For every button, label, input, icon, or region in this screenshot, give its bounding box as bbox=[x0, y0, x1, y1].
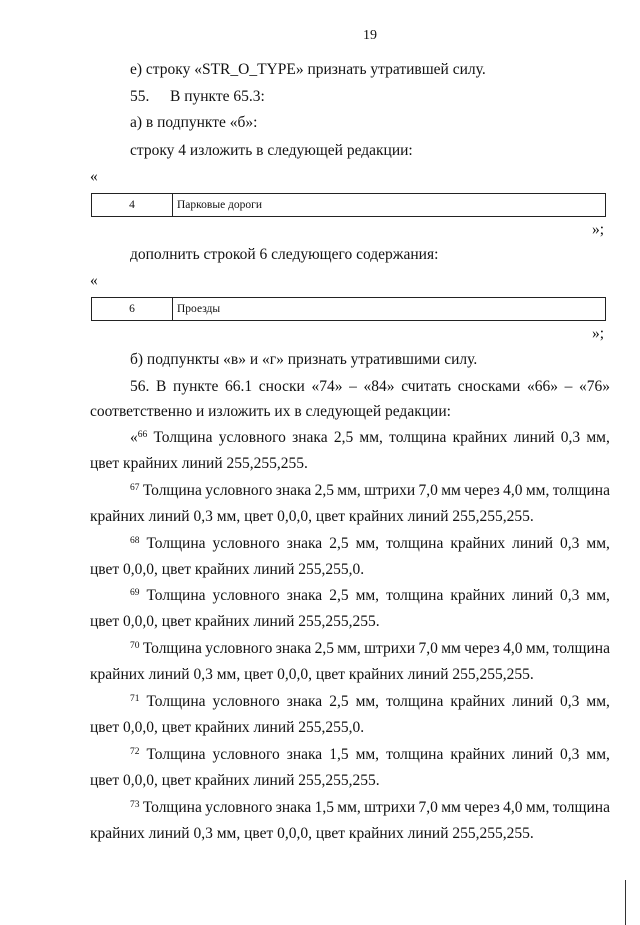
word: В bbox=[156, 378, 167, 395]
word: крайних bbox=[450, 693, 506, 710]
footnote-68-line1 bbox=[130, 535, 610, 553]
word: 7,0 bbox=[418, 799, 438, 816]
add-row-intro: дополнить строкой 6 следующего содержания: bbox=[130, 246, 439, 263]
word: Толщина bbox=[146, 535, 206, 552]
word: толщина bbox=[386, 746, 444, 763]
word: мм, bbox=[355, 535, 380, 552]
word: толщина bbox=[386, 587, 444, 604]
word: 66.1 bbox=[225, 378, 253, 395]
word: знака bbox=[275, 799, 312, 816]
word: Толщина bbox=[146, 746, 206, 763]
word: мм, bbox=[525, 640, 550, 657]
footnote-66-line2: цвет крайних линий 255,255,255. bbox=[90, 455, 308, 472]
word: 1,5 bbox=[329, 746, 349, 763]
word: знака bbox=[286, 535, 323, 552]
word: знака bbox=[286, 746, 323, 763]
subitem-a: а) в подпункте «б»: bbox=[130, 114, 258, 131]
table-cell-number: 4 bbox=[92, 194, 173, 216]
word: мм, bbox=[586, 746, 610, 763]
table-row-4 bbox=[91, 193, 606, 217]
word: 0,3 bbox=[560, 587, 580, 604]
footnote-marker bbox=[130, 429, 147, 447]
word: знака bbox=[292, 429, 328, 446]
word: толщина bbox=[552, 482, 610, 499]
footnote-marker bbox=[130, 482, 140, 500]
word: мм, bbox=[355, 587, 380, 604]
table-row-6 bbox=[91, 297, 606, 321]
word: – bbox=[564, 378, 573, 395]
word: через bbox=[464, 482, 500, 499]
word: 7,0 bbox=[418, 482, 438, 499]
footnote-72-line1 bbox=[130, 746, 610, 764]
word: толщина bbox=[386, 535, 444, 552]
footnote-67-line1 bbox=[130, 482, 610, 500]
footnote-70-line1 bbox=[130, 640, 610, 658]
word: 2,5 bbox=[329, 535, 349, 552]
word: знака bbox=[286, 693, 323, 710]
word: знака bbox=[275, 482, 312, 499]
word: Толщина bbox=[142, 482, 202, 499]
footnote-71-line1 bbox=[130, 693, 610, 711]
word: 1,5 bbox=[314, 799, 334, 816]
word: мм, bbox=[525, 482, 550, 499]
word: условного bbox=[218, 429, 286, 446]
footnote-marker bbox=[130, 799, 140, 817]
footnote-number: 69 bbox=[130, 588, 140, 598]
open-quote-2: « bbox=[90, 272, 98, 289]
word: «66» bbox=[526, 378, 558, 395]
word: знака bbox=[286, 587, 323, 604]
word: мм, bbox=[525, 799, 550, 816]
footnote-73-line1 bbox=[130, 799, 610, 817]
word: 2,5 bbox=[329, 693, 349, 710]
footnote-66-line1 bbox=[130, 429, 610, 447]
item-55-text: В пункте 65.3: bbox=[170, 88, 265, 105]
word: крайних bbox=[450, 587, 506, 604]
word: мм bbox=[441, 482, 461, 499]
word: сносками bbox=[457, 378, 521, 395]
word: мм, bbox=[359, 429, 383, 446]
word: «76» bbox=[579, 378, 610, 395]
word: 0,3 bbox=[560, 746, 580, 763]
word: Толщина bbox=[146, 693, 206, 710]
footnote-number: 71 bbox=[130, 694, 140, 704]
footnote-73-line2: крайних линий 0,3 мм, цвет 0,0,0, цвет крайних линий 255,255,255. bbox=[90, 825, 534, 842]
word: мм bbox=[441, 799, 461, 816]
footnote-number: 73 bbox=[130, 800, 140, 810]
word: условного bbox=[205, 799, 273, 816]
word: 4,0 bbox=[503, 799, 523, 816]
word: через bbox=[464, 640, 500, 657]
word: крайних bbox=[450, 535, 506, 552]
word: Толщина bbox=[153, 429, 213, 446]
open-quote: « bbox=[130, 429, 138, 446]
page-edge-line bbox=[625, 880, 626, 925]
word: мм, bbox=[337, 482, 361, 499]
line4-intro: строку 4 изложить в следующей редакции: bbox=[130, 142, 413, 159]
word: толщина bbox=[389, 429, 447, 446]
word: 56. bbox=[130, 378, 150, 395]
word: линий bbox=[512, 535, 554, 552]
word: мм, bbox=[586, 693, 610, 710]
word: 2,5 bbox=[333, 429, 354, 446]
word: Толщина bbox=[146, 587, 206, 604]
subitem-b: б) подпункты «в» и «г» признать утратившими силу. bbox=[130, 351, 478, 368]
word: мм, bbox=[337, 799, 361, 816]
footnote-69-line1 bbox=[130, 587, 610, 605]
word: 2,5 bbox=[329, 587, 349, 604]
word: через bbox=[464, 799, 500, 816]
table-cell-number: 6 bbox=[92, 298, 173, 320]
word: мм, bbox=[586, 535, 610, 552]
word: условного bbox=[212, 746, 280, 763]
footnote-69-line2: цвет 0,0,0, цвет крайних линий 255,255,255. bbox=[90, 613, 380, 630]
footnote-70-line2: крайних линий 0,3 мм, цвет 0,0,0, цвет крайних линий 255,255,255. bbox=[90, 666, 534, 683]
footnote-72-line2: цвет 0,0,0, цвет крайних линий 255,255,255. bbox=[90, 772, 380, 789]
word: мм, bbox=[586, 587, 610, 604]
word: штрихи bbox=[364, 799, 416, 816]
word: штрихи bbox=[364, 482, 416, 499]
footnote-marker bbox=[130, 693, 140, 711]
word: 0,3 bbox=[560, 535, 580, 552]
word: пункте bbox=[173, 378, 219, 395]
table-cell-name: Парковые дороги bbox=[177, 199, 263, 211]
word: толщина bbox=[386, 693, 444, 710]
page-number: 19 bbox=[363, 28, 377, 43]
table-cell-name: Проезды bbox=[177, 303, 221, 315]
word: толщина bbox=[552, 799, 610, 816]
word: 0,3 bbox=[560, 429, 581, 446]
word: линий bbox=[512, 746, 554, 763]
footnote-marker bbox=[130, 535, 140, 553]
footnote-67-line2: крайних линий 0,3 мм, цвет 0,0,0, цвет крайних линий 255,255,255. bbox=[90, 508, 534, 525]
footnote-number: 68 bbox=[130, 536, 140, 546]
word: «84» bbox=[363, 378, 395, 395]
footnote-71-line2: цвет 0,0,0, цвет крайних линий 255,255,0. bbox=[90, 719, 365, 736]
footnote-number: 67 bbox=[130, 483, 140, 493]
word: мм, bbox=[337, 640, 361, 657]
footnote-number: 72 bbox=[130, 747, 140, 757]
footnote-number: 66 bbox=[137, 430, 148, 440]
word: линий bbox=[512, 693, 554, 710]
footnote-number: 70 bbox=[130, 641, 140, 651]
close-quote-2: »; bbox=[592, 325, 605, 342]
word: 4,0 bbox=[503, 640, 523, 657]
word: считать bbox=[401, 378, 452, 395]
word: штрихи bbox=[364, 640, 416, 657]
footnote-68-line2: цвет 0,0,0, цвет крайних линий 255,255,0. bbox=[90, 561, 365, 578]
word: знака bbox=[275, 640, 312, 657]
word: условного bbox=[212, 693, 280, 710]
footnote-marker bbox=[130, 587, 140, 605]
word: мм, bbox=[586, 429, 610, 446]
close-quote-1: »; bbox=[592, 221, 605, 238]
word: толщина bbox=[552, 640, 610, 657]
word: 2,5 bbox=[314, 482, 334, 499]
word: крайних bbox=[450, 746, 506, 763]
word: мм, bbox=[355, 693, 380, 710]
word: Толщина bbox=[142, 640, 202, 657]
word: – bbox=[349, 378, 357, 395]
word: 7,0 bbox=[418, 640, 438, 657]
word: мм bbox=[441, 640, 461, 657]
word: крайних bbox=[452, 429, 508, 446]
word: 4,0 bbox=[503, 482, 523, 499]
word: 2,5 bbox=[314, 640, 334, 657]
footnote-marker bbox=[130, 746, 140, 764]
word: условного bbox=[212, 587, 280, 604]
footnote-marker bbox=[130, 640, 140, 658]
open-quote-1: « bbox=[90, 168, 98, 185]
paragraph-e: е) строку «STR_O_TYPE» признать утратившей силу. bbox=[130, 61, 486, 78]
word: мм, bbox=[355, 746, 380, 763]
item-55-number: 55. bbox=[130, 88, 150, 105]
word: «74» bbox=[311, 378, 343, 395]
word: условного bbox=[205, 640, 273, 657]
word: Толщина bbox=[142, 799, 202, 816]
word: линий bbox=[512, 587, 554, 604]
item-56-line2: соответственно и изложить их в следующей редакции: bbox=[90, 403, 451, 420]
word: линий bbox=[513, 429, 555, 446]
word: условного bbox=[212, 535, 280, 552]
word: условного bbox=[205, 482, 273, 499]
word: сноски bbox=[258, 378, 305, 395]
item-56-line1 bbox=[130, 378, 610, 396]
word: 0,3 bbox=[560, 693, 580, 710]
